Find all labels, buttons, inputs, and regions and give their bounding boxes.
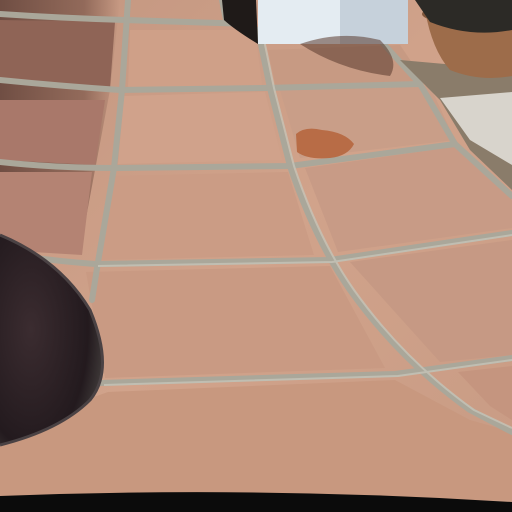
tile	[0, 20, 115, 88]
tile	[118, 92, 282, 164]
tile	[98, 172, 314, 260]
tile	[128, 30, 262, 88]
tile	[0, 100, 105, 165]
